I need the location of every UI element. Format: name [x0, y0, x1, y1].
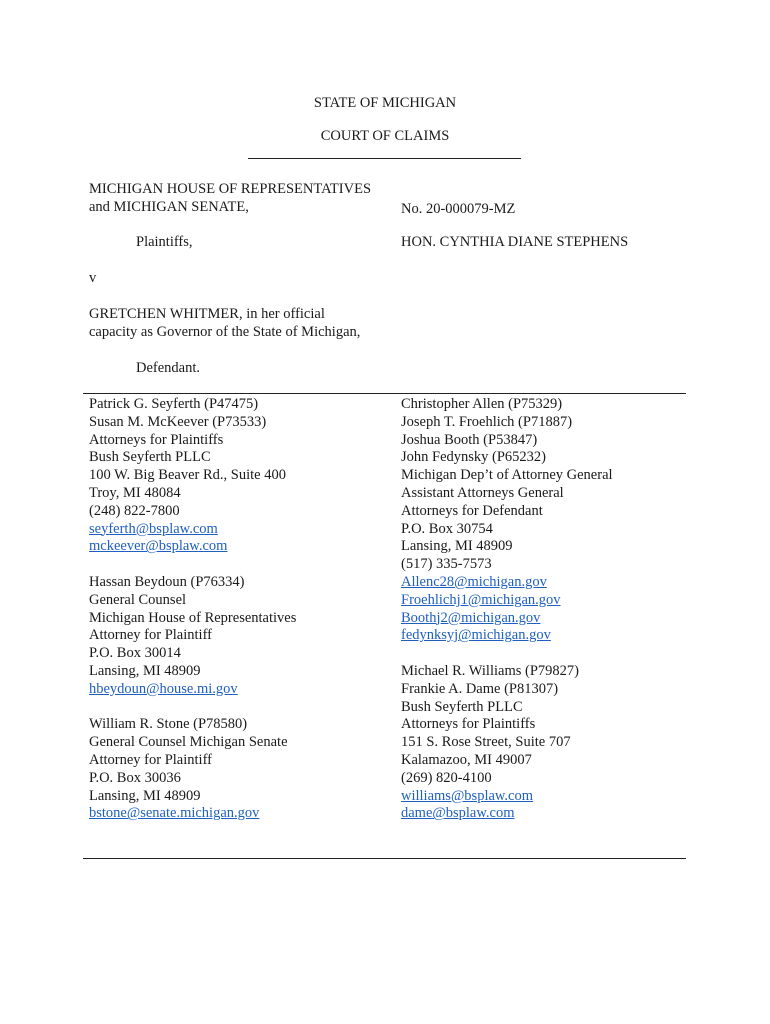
email-link[interactable]: bstone@senate.michigan.gov	[89, 805, 260, 822]
counsel-block-attorney-general	[401, 396, 613, 645]
counsel-line: Assistant Attorneys General	[401, 484, 564, 501]
counsel-line: Kalamazoo, MI 49007	[401, 751, 532, 768]
counsel-line: Bush Seyferth PLLC	[89, 449, 211, 466]
judge-name: HON. CYNTHIA DIANE STEPHENS	[401, 234, 629, 250]
versus-label: v	[89, 270, 97, 286]
counsel-line: (517) 335-7573	[401, 556, 492, 573]
counsel-line: General Counsel Michigan Senate	[89, 734, 288, 751]
email-link[interactable]: seyferth@bsplaw.com	[89, 520, 218, 537]
right-counsel-column	[401, 396, 613, 823]
counsel-line: Attorney for Plaintiff	[89, 627, 212, 644]
header-divider	[248, 158, 521, 159]
email-link[interactable]: Allenc28@michigan.gov	[401, 573, 547, 590]
counsel-line: Michigan Dep’t of Attorney General	[401, 467, 613, 484]
counsel-line: William R. Stone (P78580)	[89, 716, 248, 733]
defendant-role: Defendant.	[136, 360, 201, 376]
counsel-block-stone	[89, 716, 296, 823]
counsel-block-beydoun	[89, 574, 296, 699]
counsel-line: General Counsel	[89, 591, 187, 608]
counsel-block-williams	[401, 663, 613, 823]
plaintiffs-name-line1: MICHIGAN HOUSE OF REPRESENTATIVES	[89, 181, 372, 197]
counsel-line: Frankie A. Dame (P81307)	[401, 680, 559, 697]
email-link[interactable]: fedynksyj@michigan.gov	[401, 627, 551, 644]
counsel-line: Attorney for Plaintiff	[89, 751, 212, 768]
counsel-line: Troy, MI 48084	[89, 484, 181, 501]
counsel-line: Attorneys for Defendant	[401, 502, 543, 519]
defendant-name-line2: capacity as Governor of the State of Michigan,	[89, 324, 361, 340]
email-link[interactable]: Boothj2@michigan.gov	[401, 609, 541, 626]
counsel-line: 151 S. Rose Street, Suite 707	[401, 734, 571, 751]
counsel-line: P.O. Box 30754	[401, 520, 493, 537]
court-state-heading: STATE OF MICHIGAN	[313, 95, 457, 111]
counsel-line: Patrick G. Seyferth (P47475)	[89, 396, 259, 412]
counsel-line: Joshua Booth (P53847)	[401, 431, 538, 448]
counsel-line: (248) 822-7800	[89, 502, 180, 519]
left-counsel-column	[89, 396, 296, 823]
email-link[interactable]: hbeydoun@house.mi.gov	[89, 680, 238, 697]
counsel-bottom-divider	[83, 858, 686, 859]
counsel-line: Susan M. McKeever (P73533)	[89, 413, 267, 430]
counsel-line: 100 W. Big Beaver Rd., Suite 400	[89, 467, 286, 484]
email-link[interactable]: Froehlichj1@michigan.gov	[401, 591, 561, 608]
plaintiffs-role: Plaintiffs,	[136, 234, 193, 250]
counsel-line: (269) 820-4100	[401, 769, 492, 786]
plaintiffs-name-line2: and MICHIGAN SENATE,	[89, 199, 249, 215]
counsel-line: Lansing, MI 48909	[401, 538, 513, 555]
counsel-line: Joseph T. Froehlich (P71887)	[401, 413, 573, 430]
counsel-top-divider	[83, 393, 686, 394]
court-name-heading: COURT OF CLAIMS	[320, 128, 450, 144]
counsel-line: Lansing, MI 48909	[89, 662, 201, 679]
counsel-line: Attorneys for Plaintiffs	[89, 431, 224, 448]
counsel-line: Bush Seyferth PLLC	[401, 698, 523, 715]
counsel-line: Hassan Beydoun (P76334)	[89, 573, 245, 590]
counsel-line: John Fedynsky (P65232)	[401, 449, 547, 466]
counsel-line: Michael R. Williams (P79827)	[401, 662, 579, 679]
counsel-line: Lansing, MI 48909	[89, 787, 201, 804]
counsel-line: P.O. Box 30014	[89, 645, 181, 662]
counsel-block-seyferth	[89, 396, 296, 556]
email-link[interactable]: williams@bsplaw.com	[401, 787, 534, 804]
email-link[interactable]: mckeever@bsplaw.com	[89, 538, 228, 555]
email-link[interactable]: dame@bsplaw.com	[401, 805, 515, 822]
case-number: No. 20-000079-MZ	[401, 201, 516, 217]
counsel-line: Michigan House of Representatives	[89, 609, 297, 626]
counsel-line: P.O. Box 30036	[89, 769, 181, 786]
counsel-line: Christopher Allen (P75329)	[401, 396, 563, 412]
counsel-line: Attorneys for Plaintiffs	[401, 716, 536, 733]
defendant-name-line1: GRETCHEN WHITMER, in her official	[89, 306, 325, 322]
